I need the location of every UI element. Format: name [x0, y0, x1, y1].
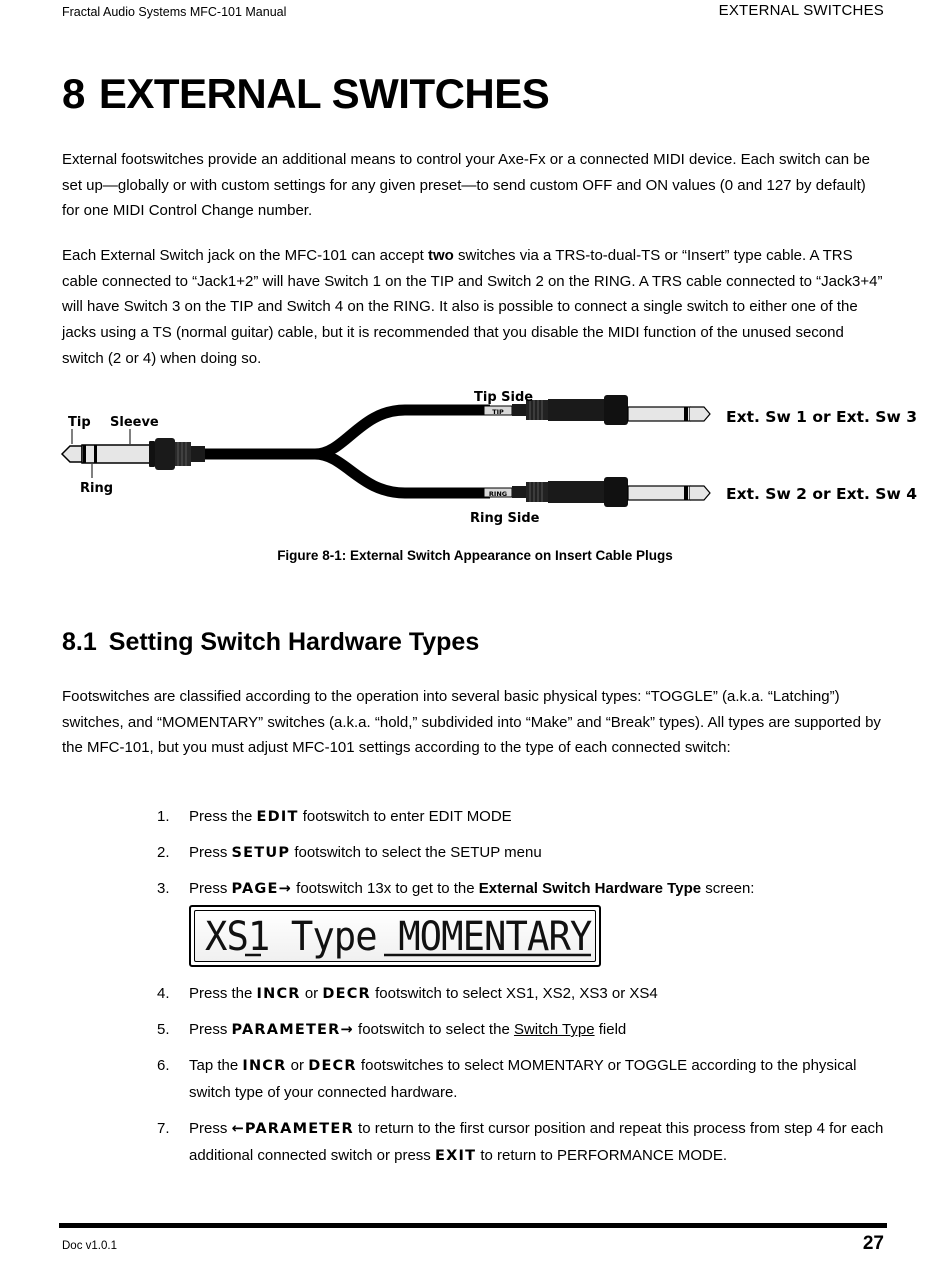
section-title-text: Setting Switch Hardware Types: [108, 628, 480, 656]
step-3: [157, 876, 889, 903]
step-text: Press: [189, 880, 232, 897]
cable-tip-branch: [315, 410, 490, 454]
footswitch-keyword: INCR: [256, 986, 301, 1002]
field-name: Switch Type: [513, 1021, 595, 1038]
intro-p2-bold: two: [428, 247, 454, 264]
lcd-text: XS1 Type MOMENTARY: [205, 914, 592, 960]
step-text: footswitch to select the: [353, 1021, 514, 1038]
step-text: footswitch 13x to get to the: [292, 880, 479, 897]
section-title: [62, 628, 479, 657]
footswitch-keyword: PARAMETER→: [231, 1022, 354, 1038]
intro-paragraph-2: [62, 243, 884, 372]
intro-paragraph-1: External footswitches provide an additional means to control your Axe-Fx or a connected MIDI device. Each switch can be set up—globally or with custom settings for any given preset—to send custom OFF and ON values (0 and 127 by default) for one MIDI Control Change number.: [62, 151, 870, 220]
step-number: 1.: [157, 808, 170, 825]
step-text: to return to PERFORMANCE MODE.: [476, 1146, 728, 1164]
intro-p2-after: switches via a TRS-to-dual-TS or “Insert” type cable. A TRS cable connected to “Jack1+2” will have Switch 1 on the TIP and Switch 2 on the RING. A TRS cable connected to “Jack3+4” will have Switch 3 on the TIP and Switch 4 on the RING. It also is possible to connect a single switch to either one of the jacks using a TS (normal guitar) cable, but it is recommended that you disable the MIDI function of the unused second switch (2 or 4) when doing so.: [62, 247, 883, 367]
step-text: field: [594, 1021, 627, 1038]
footswitch-keyword: SETUP: [231, 845, 291, 861]
running-header-right: EXTERNAL SWITCHES: [718, 2, 884, 19]
footswitch-keyword: EDIT: [256, 809, 299, 825]
chapter-title: [62, 70, 549, 118]
page-number: 27: [862, 1233, 884, 1254]
screen-name: External Switch Hardware Type: [478, 880, 702, 897]
step-text: footswitch to select XS1, XS2, XS3 or XS4: [370, 985, 658, 1002]
footswitch-keyword: DECR: [322, 986, 371, 1002]
label-ext-bottom: Ext. Sw 2 or Ext. Sw 4: [726, 485, 917, 503]
step-number: 5.: [157, 1021, 170, 1038]
step-text: screen:: [701, 880, 755, 897]
step-1: [157, 804, 889, 831]
step-text: or: [300, 985, 323, 1002]
figure-caption: Figure 8-1: External Switch Appearance on Insert Cable Plugs: [277, 548, 673, 563]
ring-tag: RING: [488, 490, 508, 498]
step-2: [157, 840, 889, 867]
step-text: Press: [189, 844, 232, 861]
step-number: 6.: [157, 1057, 170, 1074]
trs-plug-tip: [62, 446, 82, 462]
chapter-title-text: EXTERNAL SWITCHES: [98, 70, 550, 117]
step-text: or: [286, 1057, 309, 1074]
step-text: Press the: [189, 808, 257, 825]
section-number: 8.1: [62, 628, 97, 656]
footswitch-keyword: EXIT: [434, 1147, 477, 1164]
cable-ring-branch: [315, 454, 490, 493]
label-ring: Ring: [80, 481, 114, 496]
intro-p2-before: Each External Switch jack on the MFC-101 can accept: [62, 247, 429, 264]
insert-cable-figure: [60, 384, 917, 529]
trs-plug-shaft: [82, 445, 150, 463]
step-text: footswitch to select the SETUP menu: [290, 844, 542, 861]
step-number: 4.: [157, 985, 170, 1002]
step-text: Press: [189, 1120, 232, 1137]
running-header-left: Fractal Audio Systems MFC-101 Manual: [62, 5, 287, 19]
step-text: Press the: [189, 985, 257, 1002]
step-text: to return to the first cursor position and repeat this process from step 4 for each additional connected switch or press: [189, 1120, 884, 1164]
step-6: [157, 1053, 889, 1105]
section-intro: Footswitches are classified according to the operation into several basic physical types: “TOGGLE” (a.k.a. “Latching”) switches, and “MOMENTARY” switches (a.k.a. “hold,” subdivided into “Make” and “Break” types). All types are supported by the MFC-101, but you must adjust MFC-101 settings according to the type of each connected switch:: [62, 688, 881, 757]
step-text: Press: [189, 1021, 232, 1038]
step-number: 3.: [157, 880, 170, 897]
step-number: 7.: [157, 1120, 170, 1137]
step-text: Tap the: [189, 1057, 243, 1074]
footswitch-keyword: PAGE→: [231, 881, 292, 897]
step-4: [157, 981, 889, 1008]
footer-rule: [59, 1223, 887, 1228]
label-tip-side: Tip Side: [474, 390, 534, 405]
footswitch-keyword: DECR: [308, 1058, 357, 1074]
chapter-number: 8: [62, 70, 85, 117]
step-text: footswitches to select MOMENTARY or TOGGLE according to the physical switch type of your connected hardware.: [189, 1057, 857, 1101]
lcd-screen: [189, 905, 601, 967]
label-ext-top: Ext. Sw 1 or Ext. Sw 3: [726, 408, 917, 426]
label-tip: Tip: [68, 415, 91, 430]
label-ring-side: Ring Side: [470, 511, 540, 526]
step-text: footswitch to enter EDIT MODE: [298, 808, 512, 825]
doc-version: Doc v1.0.1: [62, 1240, 117, 1252]
lcd-cursor-underlines: [191, 907, 603, 969]
footswitch-keyword: INCR: [242, 1058, 287, 1074]
step-5: [157, 1017, 889, 1044]
step-number: 2.: [157, 844, 170, 861]
step-7: [157, 1116, 889, 1169]
footswitch-keyword: ←PARAMETER: [231, 1121, 354, 1137]
tip-tag: TIP: [492, 408, 504, 416]
label-sleeve: Sleeve: [110, 415, 159, 430]
